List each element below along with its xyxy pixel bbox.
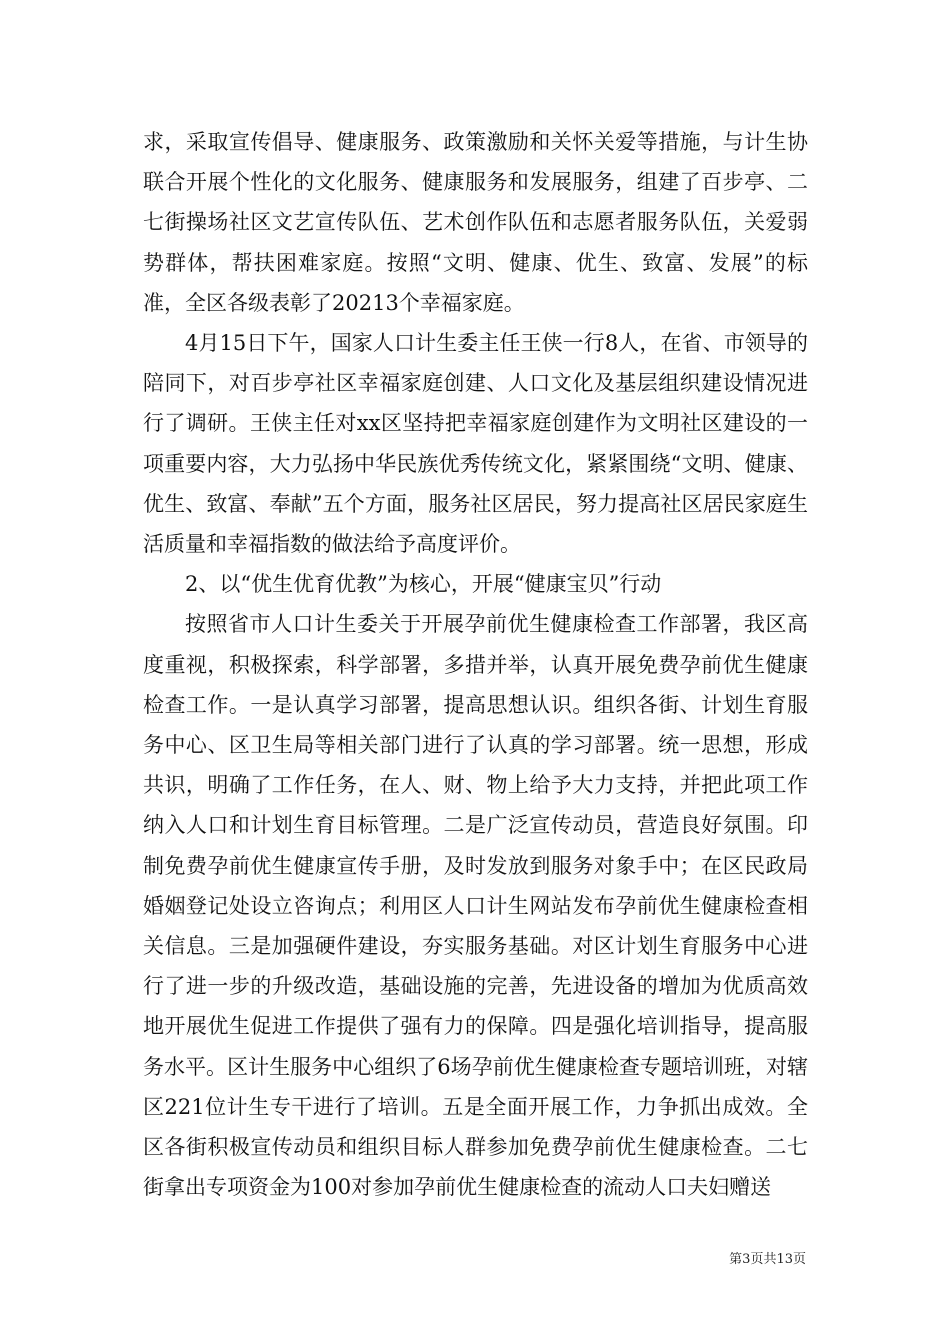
paragraph-1: 求，采取宣传倡导、健康服务、政策激励和关怀关爱等措施，与计生协联合开展个性化的文化服务、健康服务和发展服务，组建了百步亭、二七街操场社区文艺宣传队伍、艺术创作队伍和志愿者服务队伍，关爱弱势群体，帮扶困难家庭。按照“文明、健康、优生、致富、发展”的标准，全区各级表彰了20213个幸福家庭。: [143, 130, 808, 315]
page-number: 第3页共13页: [729, 1252, 806, 1267]
section-heading: 2、以“优生优育优教”为核心，开展“健康宝贝”行动: [185, 572, 662, 597]
paragraph-2: 4月15日下午，国家人口计生委主任王侠一行8人，在省、市领导的陪同下，对百步亭社区幸福家庭创建、人口文化及基层组织建设情况进行了调研。王侠主任对xx区坚持把幸福家庭创建作为文明社区建设的一项重要内容，大力弘扬中华民族优秀传统文化，紧紧围绕“文明、健康、优生、致富、奉献”五个方面，服务社区居民，努力提高社区居民家庭生活质量和幸福指数的做法给予高度评价。: [143, 331, 808, 557]
paragraph-3: 按照省市人口计生委关于开展孕前优生健康检查工作部署，我区高度重视，积极探索，科学部署，多措并举，认真开展免费孕前优生健康检查工作。一是认真学习部署，提高思想认识。组织各街、计划生育服务中心、区卫生局等相关部门进行了认真的学习部署。统一思想，形成共识，明确了工作任务，在人、财、物上给予大力支持，并把此项工作纳入人口和计划生育目标管理。二是广泛宣传动员，营造良好氛围。印制免费孕前优生健康宣传手册，及时发放到服务对象手中；在区民政局婚姻登记处设立咨询点；利用区人口计生网站发布孕前优生健康检查相关信息。三是加强硬件建设，夯实服务基础。对区计划生育服务中心进行了进一步的升级改造，基础设施的完善，先进设备的增加为优质高效地开展优生促进工作提供了强有力的保障。四是强化培训指导，提高服务水平。区计生服务中心组织了6场孕前优生健康检查专题培训班，对辖区221位计生专干进行了培训。五是全面开展工作，力争抓出成效。全区各街积极宣传动员和组织目标人群参加免费孕前优生健康检查。二七街拿出专项资金为100对参加孕前优生健康检查的流动人口夫妇赠送: [143, 612, 808, 1200]
document-body: [143, 122, 808, 1207]
